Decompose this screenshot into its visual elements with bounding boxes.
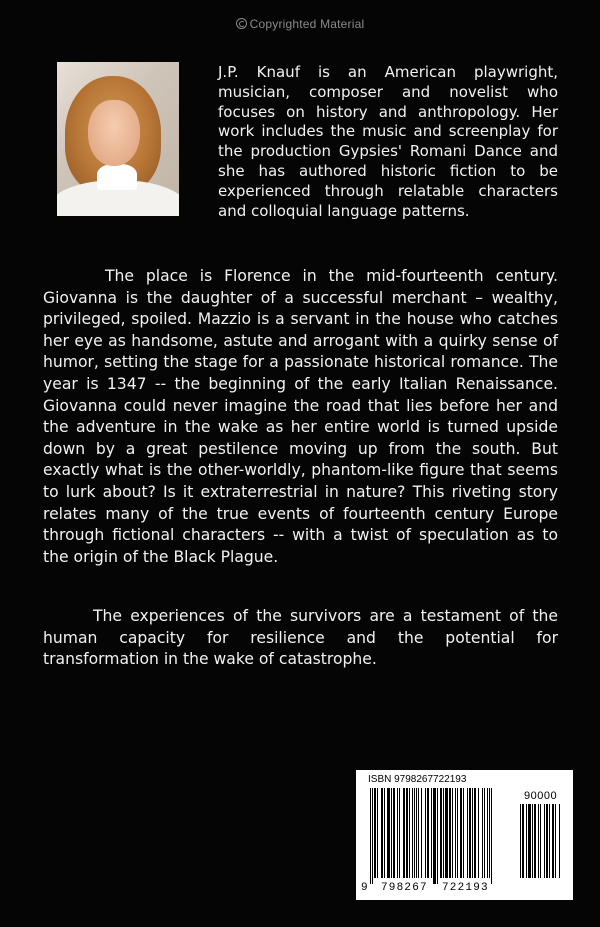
barcode-bar xyxy=(460,788,462,878)
barcode-bar xyxy=(491,788,492,884)
author-bio: J.P. Knauf is an American playwright, musician, composer and novelist who focuses on history and anthropology. Her work includes the music and screenplay for the production Gypsies' Romani Dance and she has authored historic fiction to be experienced through relatable characters and colloquial language patterns. xyxy=(218,63,558,220)
barcode-bar xyxy=(482,788,483,878)
barcode-bar xyxy=(520,804,521,878)
barcode-bar xyxy=(370,788,371,884)
barcode-bar xyxy=(538,804,539,878)
barcode-bar xyxy=(406,788,408,878)
barcode-bar xyxy=(374,788,376,878)
barcode-bar xyxy=(421,788,422,878)
barcode-bar xyxy=(431,788,432,878)
copyright-icon xyxy=(236,18,247,29)
barcode-bar xyxy=(455,788,456,878)
isbn-barcode xyxy=(356,770,573,900)
barcode-bar xyxy=(457,788,458,878)
barcode-bar xyxy=(546,804,548,878)
barcode-bar xyxy=(474,788,476,878)
copyright-watermark-top xyxy=(0,17,600,31)
barcode-bar xyxy=(409,788,410,878)
barcode-bar xyxy=(403,788,405,878)
barcode-bar xyxy=(418,788,419,878)
barcode-bar xyxy=(437,788,438,884)
barcode-bar xyxy=(532,804,533,878)
barcode-bar xyxy=(440,788,442,878)
blurb-paragraph-1: The place is Florence in the mid-fourteenth century. Giovanna is the daughter of a successful merchant – wealthy, privileged, spoiled. Mazzio is a servant in the house who catches her eye as handsome, astute and arrogant with a quirky sense of humor, setting the stage for a passionate historical romance. The year is 1347 -- the beginning of the early Italian Renaissance. Giovanna could never imagine the road that lies before her and the adventure in the wake as her entire world is turned upside down by a great pestilence moving up from the south. But exactly what is the other-worldly, phantom-like figure that seems to lurk about? Is it extraterrestrial in nature? This riveting story relates many of the true events of fourteenth century Europe through fictional characters -- with a twist of speculation as to the origin of the Black Plague. xyxy=(43,267,558,566)
barcode-bar xyxy=(540,804,541,878)
barcode-bar xyxy=(559,804,560,878)
barcode-bar xyxy=(393,788,395,878)
barcode-bar xyxy=(452,788,453,878)
barcode-bars xyxy=(370,788,516,884)
barcode-bar xyxy=(391,788,392,878)
barcode-digit-first: 9 xyxy=(361,882,368,894)
barcode-bar xyxy=(534,804,536,878)
barcode-bar xyxy=(484,788,485,878)
barcode-bar xyxy=(526,804,527,878)
barcode-bar xyxy=(445,788,448,878)
barcode-bar xyxy=(433,788,436,884)
barcode-bar xyxy=(372,788,373,884)
barcode-bar xyxy=(472,788,473,878)
barcode-bar xyxy=(549,804,550,878)
barcode-bar xyxy=(414,788,415,878)
addon-barcode-bars xyxy=(520,804,566,880)
barcode-digits-right: 722193 xyxy=(442,882,489,894)
barcode-bar xyxy=(427,788,429,878)
barcode-bar xyxy=(528,804,531,878)
barcode-bar xyxy=(487,788,488,878)
barcode-bar xyxy=(544,804,545,878)
barcode-bar xyxy=(463,788,464,878)
barcode-bar xyxy=(443,788,444,878)
barcode-digits-left: 798267 xyxy=(381,882,428,894)
author-photo xyxy=(57,62,179,216)
barcode-bar xyxy=(387,788,390,878)
barcode-bar xyxy=(449,788,451,878)
barcode-bar xyxy=(552,804,554,878)
barcode-bar xyxy=(555,804,556,878)
barcode-bar xyxy=(381,788,383,878)
barcode-bar xyxy=(522,804,524,878)
barcode-bar xyxy=(467,788,468,878)
barcode-bar xyxy=(397,788,398,878)
barcode-bar xyxy=(384,788,385,878)
barcode-bar xyxy=(399,788,400,878)
barcode-bar xyxy=(377,788,378,878)
isbn-label: ISBN 9798267722193 xyxy=(368,774,467,785)
blurb-paragraph-2: The experiences of the survivors are a testament of the human capacity for resilience and the potential for transformation in the wake of catastrophe. xyxy=(43,607,558,669)
barcode-bar xyxy=(478,788,479,878)
barcode-bar xyxy=(425,788,426,878)
barcode-bar xyxy=(469,788,471,878)
barcode-bar xyxy=(416,788,417,878)
barcode-bar xyxy=(489,788,490,878)
watermark-label: Copyrighted Material xyxy=(249,17,365,31)
price-code: 90000 xyxy=(524,790,558,802)
barcode-bar xyxy=(412,788,413,878)
